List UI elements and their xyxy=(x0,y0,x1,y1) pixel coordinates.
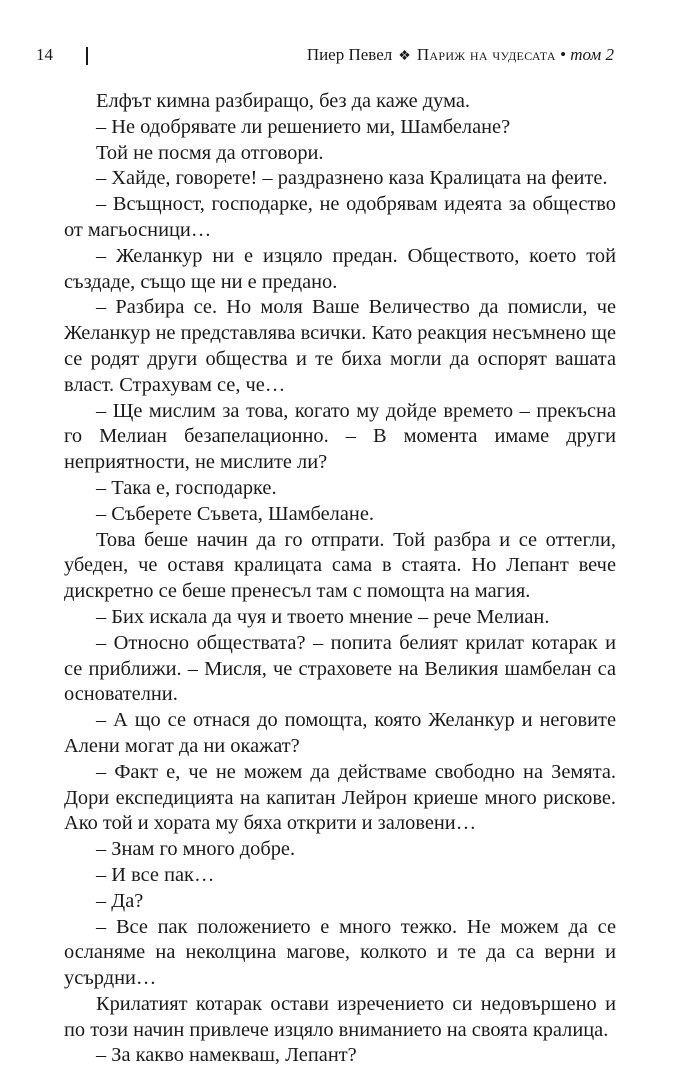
running-head xyxy=(307,40,614,72)
page-number: 14 xyxy=(36,45,53,64)
paragraph: – Всъщност, господарке, не одобрявам идеята за общество от магьосници… xyxy=(64,193,616,241)
paragraph: – Съберете Съвета, Шамбелане. xyxy=(96,502,374,525)
page-number-divider xyxy=(86,47,88,65)
paragraph: – Знам го много добре. xyxy=(96,838,296,861)
paragraph: – А що се отнася до помощта, която Желанкур и неговите Алени могат да ни окажат? xyxy=(64,709,616,757)
paragraph: Елфът кимна разбиращо, без да каже дума. xyxy=(96,90,471,112)
paragraph: – Хайде, говорете! – раздразнено каза Кралицата на феите. xyxy=(96,167,608,190)
paragraph: – Разбира се. Но моля Ваше Величество да помисли, че Желанкур не представлява всички. Като реакция несъмнено ще се родят други общества и те биха могли да оспорят вашата власт. Страхувам се, че… xyxy=(64,296,616,396)
paragraph: Той не посмя да отговори. xyxy=(96,141,324,164)
paragraph: – Желанкур ни е изцяло предан. Обществото, което той създаде, също ще ни е предано. xyxy=(64,244,616,293)
paragraph: – Все пак положението е много тежко. Не можем да се осланяме на неколцина магове, колкото и те да са верни и усърдни… xyxy=(64,915,616,990)
paragraph: – За какво намекваш, Лепант? xyxy=(96,1044,357,1067)
paragraph: – Да? xyxy=(96,889,144,912)
fleuron-separator-icon: ❖ xyxy=(398,49,411,64)
paragraph: – Така е, господарке. xyxy=(96,476,277,499)
paragraph: – Факт е, че не можем да действаме свободно на Земята. Дори експедицията на капитан Лейрон криеше много рискове. Ако той и хората му бяха открити и заловени… xyxy=(64,760,616,835)
volume-label: том 2 xyxy=(570,45,614,64)
author-name: Пиер Певел xyxy=(306,45,393,64)
page-header xyxy=(36,40,614,70)
paragraph: – Не одобрявате ли решението ми, Шамбелане? xyxy=(96,115,511,138)
paragraph: Това беше начин да го отпрати. Той разбра и се оттегли, убеден, че оставя кралицата сама в стаята. Но Лепант вече дискретно се беше пренесъл там с помощта на магия. xyxy=(64,528,616,603)
paragraph: – И все пак… xyxy=(96,863,215,886)
body-text xyxy=(64,89,616,1069)
paragraph: – Ще мислим за това, когато му дойде времето – прекъсна го Мелиан безапелационно. – В момента имаме други неприятности, не мислите ли? xyxy=(64,399,616,474)
book-title: Париж на чудесата xyxy=(416,45,556,64)
paragraph: – Бих искала да чуя и твоето мнение – рече Мелиан. xyxy=(96,605,550,628)
bullet-separator: • xyxy=(560,45,567,64)
paragraph: Крилатият котарак остави изречението си недовършено и по този начин привлече изцяло вниманието на своята кралица. xyxy=(64,992,616,1041)
paragraph: – Относно обществата? – попита белият крилат котарак и се приближи. – Мисля, че страховете на Великия шамбелан са основателни. xyxy=(64,631,616,706)
